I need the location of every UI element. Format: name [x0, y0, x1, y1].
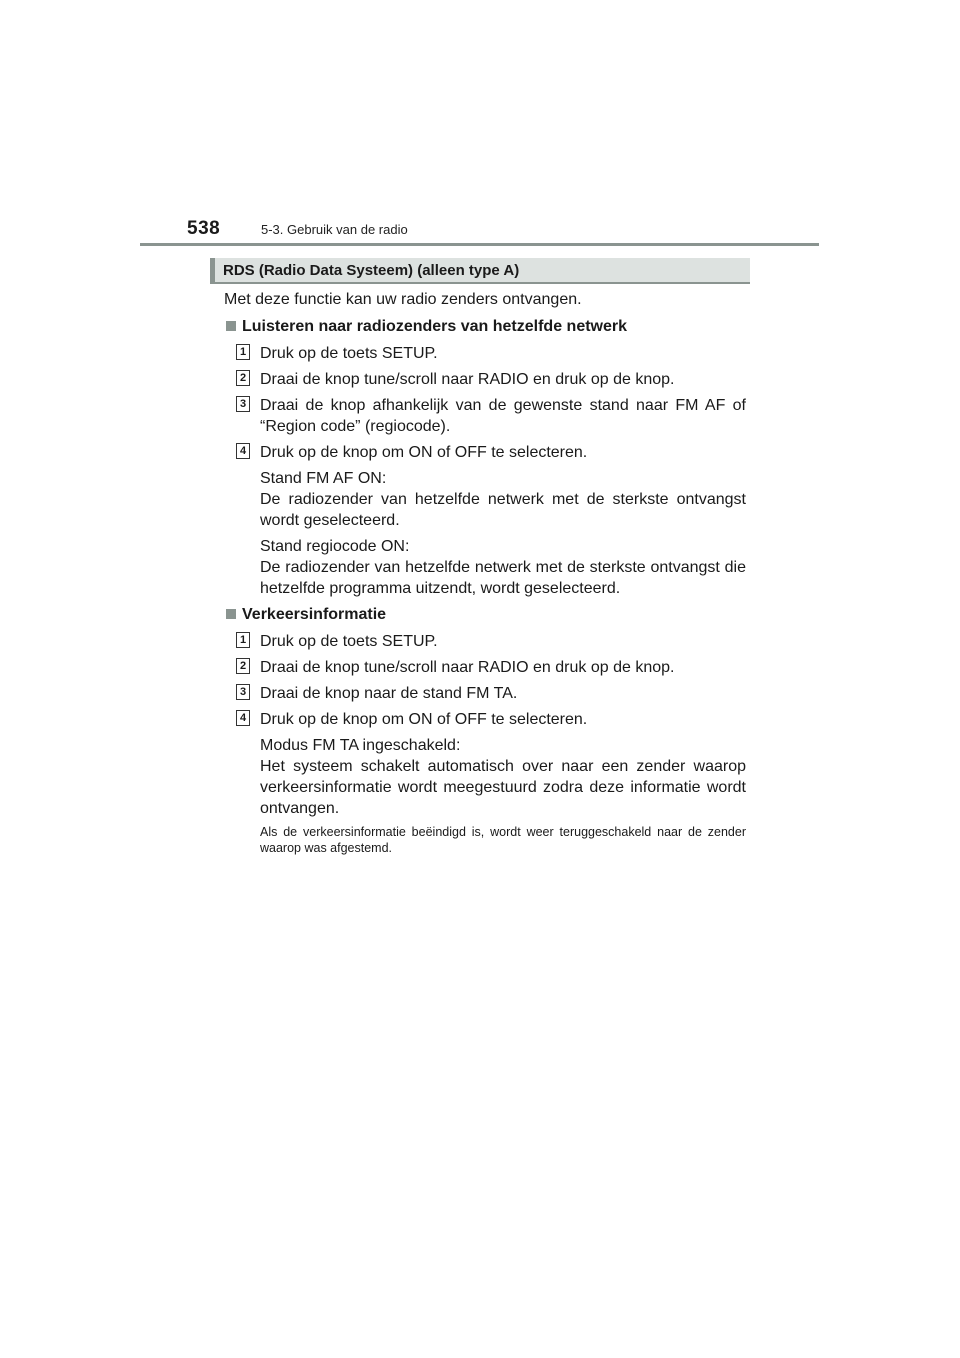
- header-rule: [140, 243, 819, 246]
- mode-block: [224, 468, 746, 531]
- step-item: [224, 631, 746, 652]
- mode-label: Modus FM TA ingeschakeld:: [260, 737, 461, 754]
- step-number-icon: 2: [236, 658, 250, 674]
- mode-label: Stand FM AF ON:: [260, 470, 387, 487]
- step-item: [224, 709, 746, 730]
- step-item: [224, 657, 746, 678]
- content: [224, 289, 746, 869]
- step-text: Druk op de toets SETUP.: [260, 345, 438, 362]
- step-text: Draai de knop naar de stand FM TA.: [260, 685, 518, 702]
- mode-label: Stand regiocode ON:: [260, 538, 410, 555]
- heading-bar: [210, 258, 215, 282]
- step-item: [224, 442, 746, 463]
- intro-text: Met deze functie kan uw radio zenders ontvangen.: [224, 291, 582, 308]
- square-bullet-icon: [226, 609, 236, 619]
- step-number-icon: 3: [236, 396, 250, 412]
- step-text: Druk op de toets SETUP.: [260, 633, 438, 650]
- mode-block: [224, 536, 746, 599]
- mode-block: [224, 735, 746, 819]
- step-number-icon: 1: [236, 344, 250, 360]
- step-item: [224, 369, 746, 390]
- subheading-traffic: [224, 604, 746, 625]
- step-text: Draai de knop afhankelijk van de gewenste stand naar FM AF of “Region code” (regiocode).: [260, 397, 746, 435]
- step-number-icon: 1: [236, 632, 250, 648]
- step-text: Draai de knop tune/scroll naar RADIO en druk op de knop.: [260, 659, 675, 676]
- heading-box: [210, 258, 750, 284]
- mode-description: Het systeem schakelt automatisch over naar een zender waarop verkeersinformatie wordt meegestuurd zodra deze informatie wordt ontvangen.: [260, 758, 746, 817]
- step-item: [224, 343, 746, 364]
- page-number: 538: [187, 218, 221, 239]
- subheading-traffic-text: Verkeersinformatie: [242, 606, 387, 623]
- step-item: [224, 683, 746, 704]
- step-text: Druk op de knop om ON of OFF te selecteren.: [260, 444, 588, 461]
- note-text: Als de verkeersinformatie beëindigd is, wordt weer teruggeschakeld naar de zender waarop was afgestemd.: [260, 825, 746, 855]
- step-number-icon: 2: [236, 370, 250, 386]
- heading-text: RDS (Radio Data Systeem) (alleen type A): [223, 262, 520, 279]
- subheading-network-text: Luisteren naar radiozenders van hetzelfde netwerk: [242, 318, 628, 335]
- mode-description: De radiozender van hetzelfde netwerk met de sterkste ontvangst die hetzelfde programma uitzendt, wordt geselecteerd.: [260, 559, 746, 597]
- subheading-network: [224, 316, 746, 337]
- step-item: [224, 395, 746, 437]
- step-text: Draai de knop tune/scroll naar RADIO en druk op de knop.: [260, 371, 675, 388]
- section-title: 5-3. Gebruik van de radio: [261, 222, 408, 237]
- mode-description: De radiozender van hetzelfde netwerk met de sterkste ontvangst wordt geselecteerd.: [260, 491, 746, 529]
- step-number-icon: 4: [236, 710, 250, 726]
- square-bullet-icon: [226, 321, 236, 331]
- step-number-icon: 3: [236, 684, 250, 700]
- step-text: Druk op de knop om ON of OFF te selecteren.: [260, 711, 588, 728]
- step-number-icon: 4: [236, 443, 250, 459]
